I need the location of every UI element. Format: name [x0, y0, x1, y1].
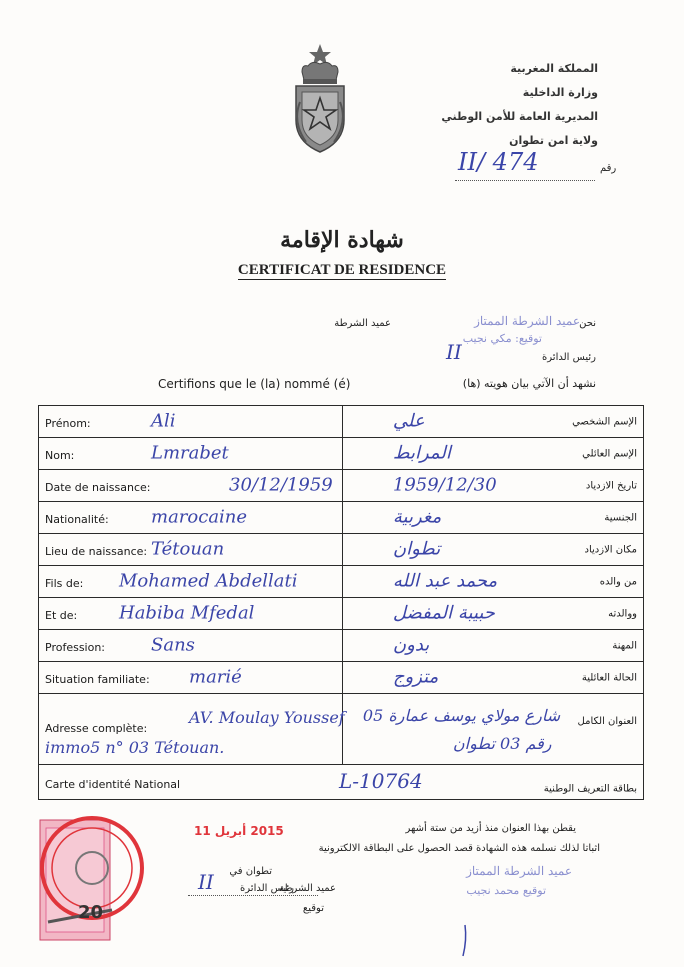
field-label-ar: الإسم الشخصي: [572, 416, 637, 427]
field-value-ar: علي: [392, 409, 425, 431]
form-row-address: [39, 694, 644, 765]
form-cell-ar: [342, 630, 643, 662]
form-cell-fr: [39, 438, 343, 470]
form-cell-carte: [39, 765, 644, 800]
form-cell-ar: [342, 566, 643, 598]
field-value-fr: Tétouan: [151, 537, 225, 559]
field-value-fr: Lmrabet: [151, 441, 229, 463]
kingdom-label: المملكة المغربية: [510, 62, 598, 75]
field-label-ar: ووالدته: [608, 608, 637, 619]
date-stamp: 2015 أبريل 11: [194, 824, 284, 838]
directorate-label: المديرية العامة للأمن الوطني: [441, 110, 598, 123]
field-value-ar: محمد عبد الله: [392, 569, 498, 591]
field-label-fr: Nationalité:: [45, 513, 109, 526]
footer-chief: رئيس الدائرة: [240, 883, 294, 894]
official-stamp-icon: [30, 800, 180, 945]
hand-mark: II: [446, 340, 462, 364]
form-cell-fr: [39, 630, 343, 662]
form-cell-fr: [39, 470, 343, 502]
field-label-ar: تاريخ الازدياد: [585, 480, 637, 491]
title-arabic: شهادة الإقامة: [280, 227, 404, 253]
form-cell-ar: [342, 438, 643, 470]
field-label-fr: Profession:: [45, 641, 106, 654]
field-label-ar: مكان الازدياد: [584, 544, 637, 555]
form-cell-fr: [39, 694, 343, 765]
field-value-fr: Mohamed Abdellati: [119, 569, 298, 591]
footer-rank: عميد الشرطة: [279, 883, 336, 894]
ministry-label: وزارة الداخلية: [522, 86, 598, 99]
chief-label: رئيس الدائرة: [542, 352, 596, 363]
number-label: رقم: [600, 163, 617, 174]
field-value-fr: marié: [189, 665, 242, 687]
form-cell-ar: [342, 598, 643, 630]
address-value-fr-1: AV. Moulay Youssef: [189, 708, 345, 727]
field-value-ar: 1959/12/30: [392, 473, 497, 495]
form-cell-ar: [342, 470, 643, 502]
field-value-ar: حبيبة المفضل: [392, 601, 495, 623]
signature-scribble: [395, 920, 545, 960]
sign-stamp: توقيع: مكي نجيب: [462, 332, 542, 345]
field-value-ar: متزوج: [392, 665, 439, 687]
field-label-fr: Carte d'identité National: [45, 777, 181, 791]
form-row: [39, 470, 644, 502]
field-label-fr: Situation familiate:: [45, 673, 150, 686]
form-row: [39, 630, 644, 662]
form-cell-fr: [39, 566, 343, 598]
form-row: [39, 662, 644, 694]
form-cell-fr: [39, 662, 343, 694]
form-row: [39, 598, 644, 630]
field-label-fr: Date de naissance:: [45, 481, 151, 494]
form-cell-fr: [39, 406, 343, 438]
field-label-fr: Et de:: [45, 609, 78, 622]
title-french: CERTIFICAT DE RESIDENCE: [237, 262, 447, 278]
address-value-fr-2: immo5 n° 03 Tétouan.: [45, 738, 225, 757]
field-label-fr: Fils de:: [45, 577, 84, 590]
fiscal-stamp-value: 20: [78, 902, 104, 923]
field-value-fr: marocaine: [151, 505, 248, 527]
form-row: [39, 406, 644, 438]
certify-ar: نشهد أن الآتي بيان هويته (ها): [462, 377, 596, 390]
certify-fr: Certifions que le (la) nommé (é): [158, 377, 351, 391]
field-value-ar: مغربية: [392, 505, 442, 527]
field-value-fr: Sans: [151, 633, 195, 655]
footer-place: تطوان في: [229, 866, 272, 877]
field-label-ar: الجنسية: [604, 512, 637, 523]
field-label-fr: Adresse complète:: [45, 722, 148, 735]
royal-emblem-icon: [288, 42, 352, 154]
field-label-ar: من والده: [599, 576, 637, 587]
field-label-ar: بطاقة التعريف الوطنية: [543, 783, 637, 795]
form-cell-fr: [39, 534, 343, 566]
identity-form-table: [38, 405, 644, 800]
footer-sign-stamp: توقيع محمد نجيب: [466, 884, 546, 897]
field-value-ar: المرابط: [392, 441, 451, 463]
footer-sign: توقيع: [302, 903, 324, 914]
rank-label: عميد الشرطة: [334, 318, 391, 329]
number-value: II/ 474: [458, 148, 539, 176]
address-value-ar-2: رقم 03 تطوان: [452, 734, 552, 753]
nahnu-label: نحن: [579, 318, 596, 329]
field-label-ar: المهنة: [612, 640, 637, 651]
field-label-ar: العنوان الكامل: [577, 716, 637, 727]
carte-value: L-10764: [339, 768, 423, 793]
form-cell-ar: [342, 406, 643, 438]
form-row: [39, 438, 644, 470]
form-cell-fr: [39, 502, 343, 534]
field-value-ar: بدون: [392, 633, 430, 655]
footer-sign-line: [188, 895, 318, 896]
form-cell-ar: [342, 534, 643, 566]
field-label-fr: Nom:: [45, 449, 75, 462]
field-label-fr: Prénom:: [45, 417, 91, 430]
field-value-fr: 30/12/1959: [229, 473, 333, 495]
form-cell-ar: [342, 662, 643, 694]
field-value-fr: Habiba Mfedal: [119, 601, 255, 623]
form-cell-fr: [39, 598, 343, 630]
rank-stamp: عميد الشرطة الممتاز: [474, 314, 580, 328]
form-row-carte: [39, 765, 644, 800]
prefecture-label: ولاية امن تطوان: [509, 134, 598, 147]
footer-hand-mark: II: [198, 870, 214, 894]
footer-rank-stamp: عميد الشرطة الممتاز: [466, 864, 572, 878]
number-line: [455, 180, 595, 181]
form-row: [39, 534, 644, 566]
field-label-ar: الإسم العائلي: [582, 448, 637, 459]
field-value-fr: Ali: [151, 409, 176, 431]
form-row: [39, 502, 644, 534]
field-label-fr: Lieu de naissance:: [45, 545, 148, 558]
form-cell-ar: [342, 694, 643, 765]
footer-line-1: يقطن بهذا العنوان منذ أزيد من ستة أشهر: [405, 823, 576, 834]
form-cell-ar: [342, 502, 643, 534]
form-row: [39, 566, 644, 598]
address-value-ar-1: شارع مولاي يوسف عمارة 05: [362, 706, 561, 725]
field-label-ar: الحالة العائلية: [581, 672, 637, 683]
field-value-ar: تطوان: [392, 537, 441, 559]
footer-line-2: اثباتا لذلك نسلمه هذه الشهادة قصد الحصول على البطاقة الالكترونية: [318, 843, 600, 854]
